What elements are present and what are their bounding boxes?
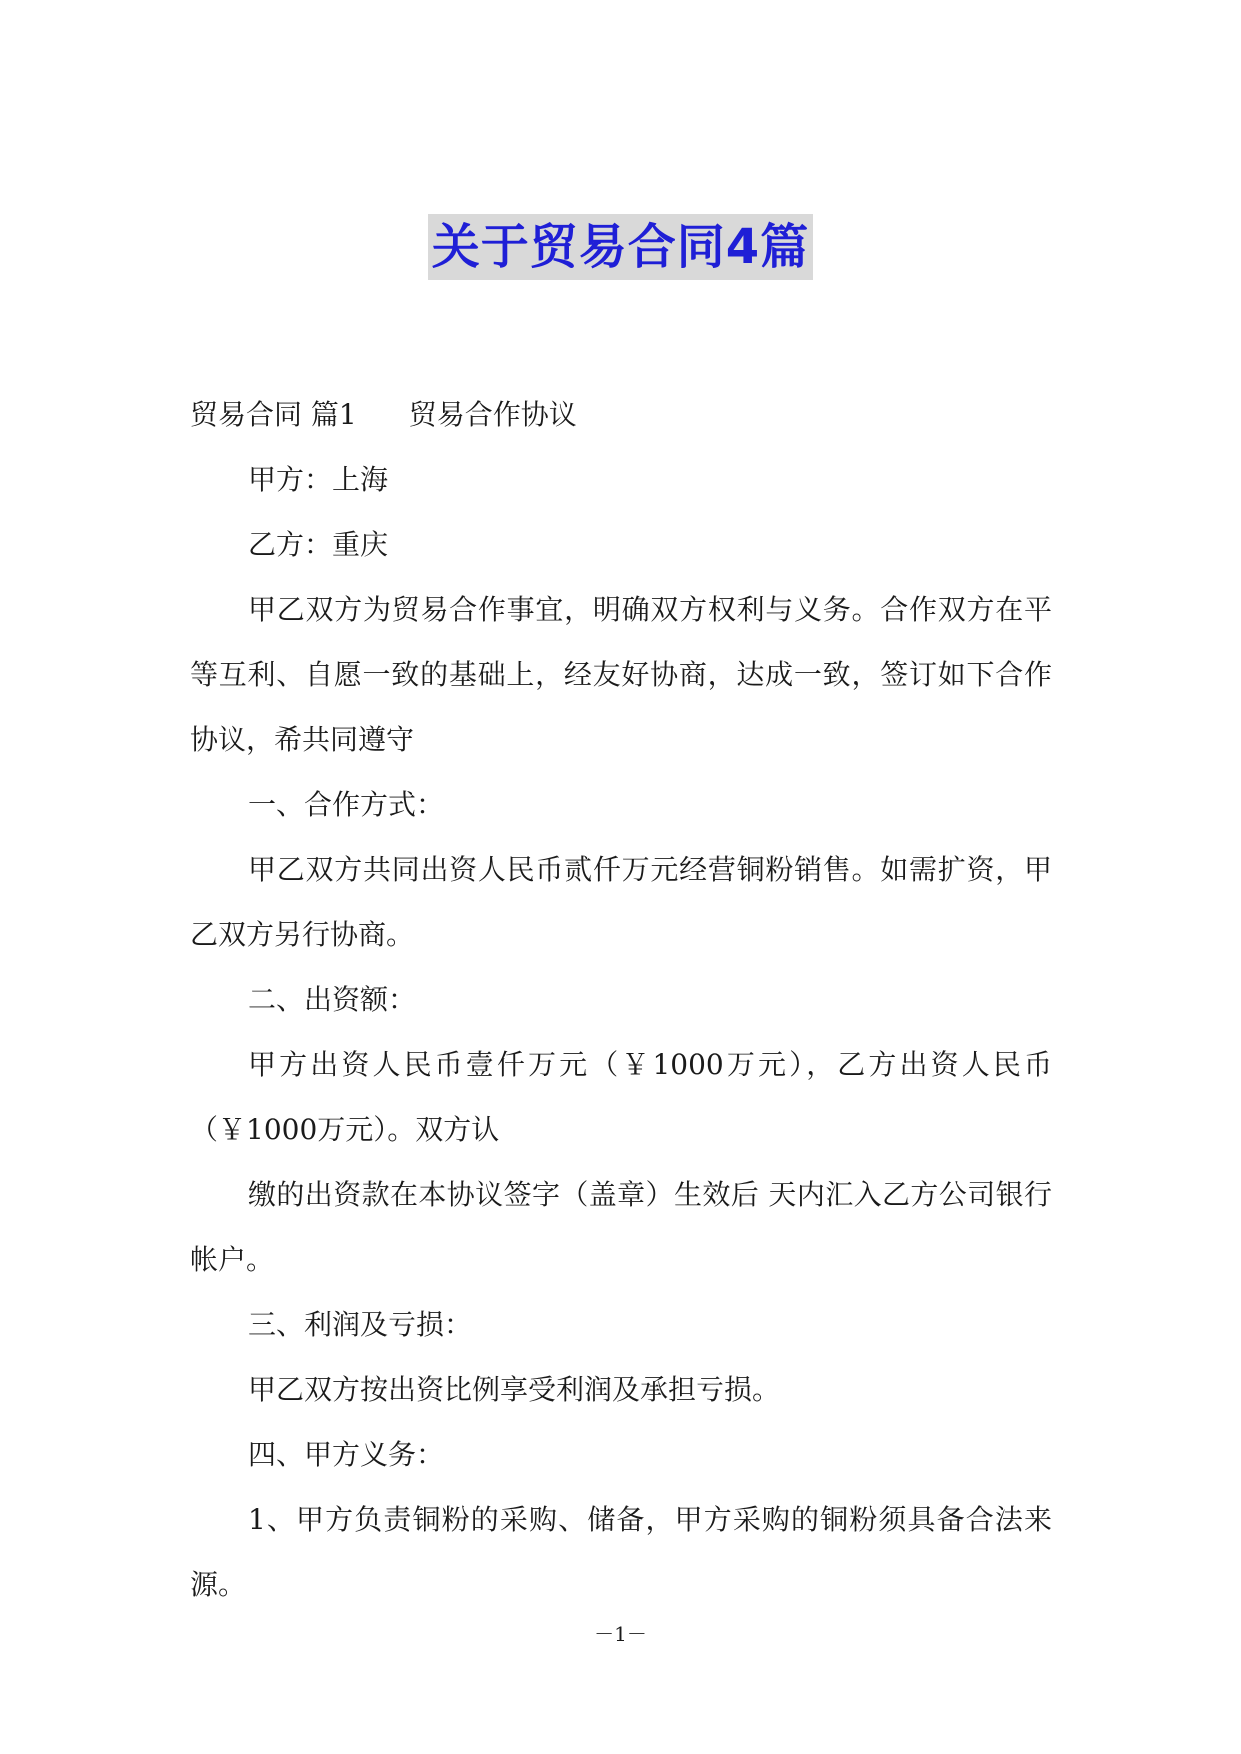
clause-paragraph-2a: 甲方出资人民币壹仟万元（￥1000万元），乙方出资人民币（￥1000万元）。双方认: [190, 1048, 1052, 1146]
clause-heading-3: 三、利润及亏损：: [248, 1308, 473, 1341]
page-number: －1－: [594, 1622, 647, 1646]
section-heading: [190, 382, 1052, 447]
party-a: 甲方：上海: [248, 463, 389, 496]
clause-paragraph-4-1: 1、甲方负责铜粉的采购、储备，甲方采购的铜粉须具备合法来源。: [190, 1503, 1052, 1601]
clause-heading-2: 二、出资额：: [248, 983, 417, 1016]
clause-paragraph-3: 甲乙双方按出资比例享受利润及承担亏损。: [248, 1373, 781, 1406]
section-label: 贸易合同 篇1: [190, 398, 357, 431]
section-title: 贸易合作协议: [408, 398, 577, 431]
document-body: [190, 382, 1052, 1617]
clause-heading-4: 四、甲方义务：: [248, 1438, 445, 1471]
party-b: 乙方：重庆: [248, 528, 389, 561]
clause-heading-1: 一、合作方式：: [248, 788, 445, 821]
preamble-paragraph: 甲乙双方为贸易合作事宜，明确双方权利与义务。合作双方在平等互利、自愿一致的基础上，经友好协商，达成一致，签订如下合作协议，希共同遵守: [190, 593, 1052, 756]
title-wrap: [0, 214, 1241, 280]
clause-paragraph-1: 甲乙双方共同出资人民币贰仟万元经营铜粉销售。如需扩资，甲乙双方另行协商。: [190, 853, 1052, 951]
document-title: 关于贸易合同4篇: [428, 214, 813, 280]
clause-paragraph-2b: 缴的出资款在本协议签字（盖章）生效后 天内汇入乙方公司银行帐户。: [190, 1178, 1052, 1276]
